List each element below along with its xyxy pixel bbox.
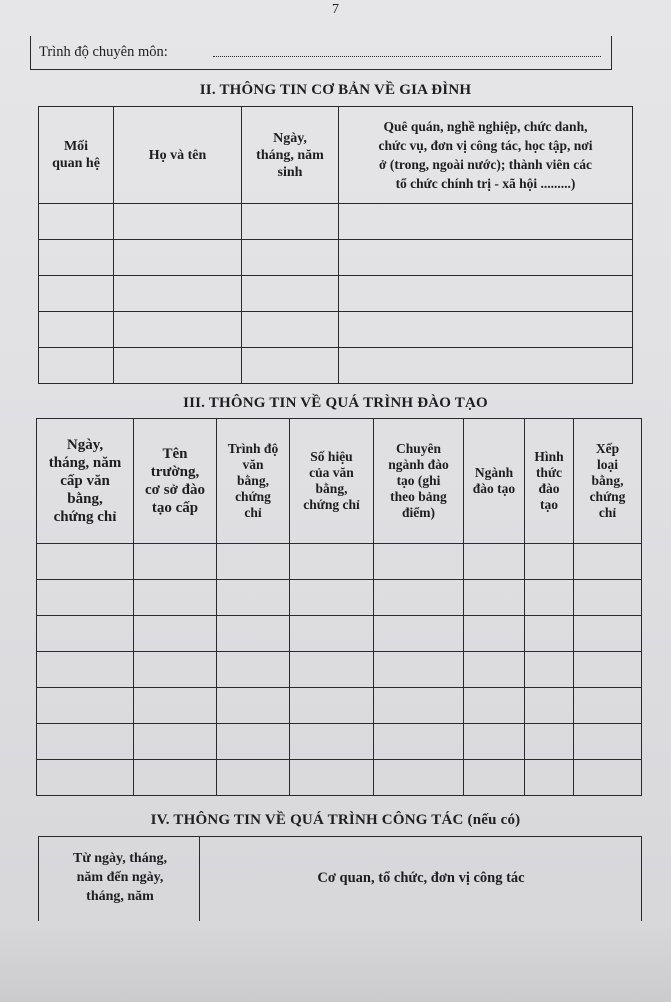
table-cell[interactable] — [217, 688, 290, 724]
table-cell[interactable] — [574, 652, 642, 688]
table-cell[interactable] — [374, 760, 464, 796]
table-cell[interactable] — [134, 760, 217, 796]
header-issue-date: Ngày, tháng, năm cấp văn bằng, chứng chỉ — [37, 419, 134, 544]
header-details: Quê quán, nghề nghiệp, chức danh, chức vụ, đơn vị công tác, học tập, nơi ở (trong, ngoài nước); thành viên các tổ chức chính trị - xã hội .........) — [339, 107, 633, 204]
table-row — [37, 724, 642, 760]
qualification-label: Trình độ chuyên môn: — [39, 44, 168, 60]
qualification-field — [30, 36, 612, 70]
table-cell[interactable] — [525, 688, 574, 724]
table-cell[interactable] — [464, 724, 525, 760]
table-cell[interactable] — [242, 348, 339, 384]
table-cell[interactable] — [37, 616, 134, 652]
table-cell[interactable] — [39, 276, 114, 312]
table-cell[interactable] — [339, 312, 633, 348]
table-cell[interactable] — [242, 240, 339, 276]
table-row — [37, 616, 642, 652]
table-cell[interactable] — [574, 616, 642, 652]
table-cell[interactable] — [217, 760, 290, 796]
table-cell[interactable] — [290, 724, 374, 760]
table-cell[interactable] — [39, 240, 114, 276]
table-cell[interactable] — [339, 348, 633, 384]
family-info-table — [38, 106, 633, 384]
table-cell[interactable] — [464, 580, 525, 616]
table-cell[interactable] — [574, 580, 642, 616]
table-cell[interactable] — [339, 276, 633, 312]
header-grade: Xếp loại bằng, chứng chỉ — [574, 419, 642, 544]
table-cell[interactable] — [374, 652, 464, 688]
table-cell[interactable] — [37, 652, 134, 688]
table-row — [37, 688, 642, 724]
table-cell[interactable] — [574, 760, 642, 796]
table-header-row — [37, 419, 642, 544]
table-cell[interactable] — [134, 616, 217, 652]
header-period: Từ ngày, tháng, năm đến ngày, tháng, năm — [73, 851, 167, 904]
table-cell[interactable] — [525, 724, 574, 760]
table-cell[interactable] — [374, 580, 464, 616]
table-cell[interactable] — [290, 688, 374, 724]
table-cell[interactable] — [574, 544, 642, 580]
table-row — [37, 544, 642, 580]
table-cell[interactable] — [217, 616, 290, 652]
page-number: 7 — [332, 2, 339, 17]
table-cell[interactable] — [217, 544, 290, 580]
header-degree-level: Trình độ văn bằng, chứng chỉ — [217, 419, 290, 544]
table-cell[interactable] — [339, 204, 633, 240]
work-history-table — [38, 836, 642, 921]
table-cell[interactable] — [464, 760, 525, 796]
table-cell[interactable] — [290, 580, 374, 616]
table-cell[interactable] — [39, 204, 114, 240]
table-cell[interactable] — [464, 652, 525, 688]
table-cell[interactable] — [525, 616, 574, 652]
header-school-name: Tên trường, cơ sở đào tạo cấp — [134, 419, 217, 544]
table-cell[interactable] — [242, 276, 339, 312]
table-cell[interactable] — [37, 688, 134, 724]
table-cell[interactable] — [134, 652, 217, 688]
table-cell[interactable] — [464, 688, 525, 724]
header-full-name: Họ và tên — [114, 107, 242, 204]
header-certificate-number: Số hiệu của văn bằng, chứng chỉ — [290, 419, 374, 544]
table-row — [37, 760, 642, 796]
table-row — [39, 204, 633, 240]
table-cell[interactable] — [290, 544, 374, 580]
table-cell[interactable] — [37, 760, 134, 796]
table-cell[interactable] — [574, 724, 642, 760]
table-cell[interactable] — [134, 544, 217, 580]
table-cell[interactable] — [525, 652, 574, 688]
table-cell[interactable] — [374, 544, 464, 580]
table-cell[interactable] — [464, 544, 525, 580]
table-cell[interactable] — [37, 544, 134, 580]
table-cell[interactable] — [114, 204, 242, 240]
table-cell[interactable] — [217, 724, 290, 760]
table-cell[interactable] — [290, 760, 374, 796]
table-cell[interactable] — [114, 240, 242, 276]
table-cell[interactable] — [114, 276, 242, 312]
table-cell[interactable] — [134, 688, 217, 724]
table-cell[interactable] — [37, 724, 134, 760]
page-shadow — [0, 925, 671, 1002]
header-specialization: Chuyên ngành đào tạo (ghi theo bảng điểm) — [374, 419, 464, 544]
table-cell[interactable] — [374, 724, 464, 760]
table-cell[interactable] — [374, 688, 464, 724]
section-3-title: III. THÔNG TIN VỀ QUÁ TRÌNH ĐÀO TẠO — [183, 395, 488, 411]
header-relationship: Mối quan hệ — [39, 107, 114, 204]
training-info-table — [36, 418, 642, 796]
table-border-left — [38, 837, 39, 921]
table-cell[interactable] — [242, 312, 339, 348]
table-cell[interactable] — [217, 652, 290, 688]
table-cell[interactable] — [242, 204, 339, 240]
table-cell[interactable] — [290, 616, 374, 652]
table-cell[interactable] — [39, 348, 114, 384]
qualification-input-line[interactable] — [213, 56, 601, 57]
header-training-mode: Hình thức đào tạo — [525, 419, 574, 544]
table-cell[interactable] — [525, 760, 574, 796]
table-cell[interactable] — [290, 652, 374, 688]
table-cell[interactable] — [217, 580, 290, 616]
table-row — [39, 348, 633, 384]
table-cell[interactable] — [574, 688, 642, 724]
table-row — [37, 652, 642, 688]
table-cell[interactable] — [339, 240, 633, 276]
table-cell[interactable] — [374, 616, 464, 652]
table-row — [37, 580, 642, 616]
section-4-title: IV. THÔNG TIN VỀ QUÁ TRÌNH CÔNG TÁC (nếu có) — [150, 812, 521, 828]
table-cell[interactable] — [134, 580, 217, 616]
table-cell[interactable] — [525, 580, 574, 616]
table-cell[interactable] — [114, 312, 242, 348]
section-2-title: II. THÔNG TIN CƠ BẢN VỀ GIA ĐÌNH — [199, 82, 472, 98]
table-cell[interactable] — [39, 312, 114, 348]
table-row — [39, 312, 633, 348]
header-field: Ngành đào tạo — [464, 419, 525, 544]
header-organization: Cơ quan, tổ chức, đơn vị công tác — [317, 870, 525, 886]
table-header-row — [39, 107, 633, 204]
table-cell[interactable] — [37, 580, 134, 616]
table-cell[interactable] — [114, 348, 242, 384]
table-cell[interactable] — [464, 616, 525, 652]
table-row — [39, 276, 633, 312]
table-cell[interactable] — [525, 544, 574, 580]
table-cell[interactable] — [134, 724, 217, 760]
table-row — [39, 240, 633, 276]
header-birth-date: Ngày, tháng, năm sinh — [242, 107, 339, 204]
